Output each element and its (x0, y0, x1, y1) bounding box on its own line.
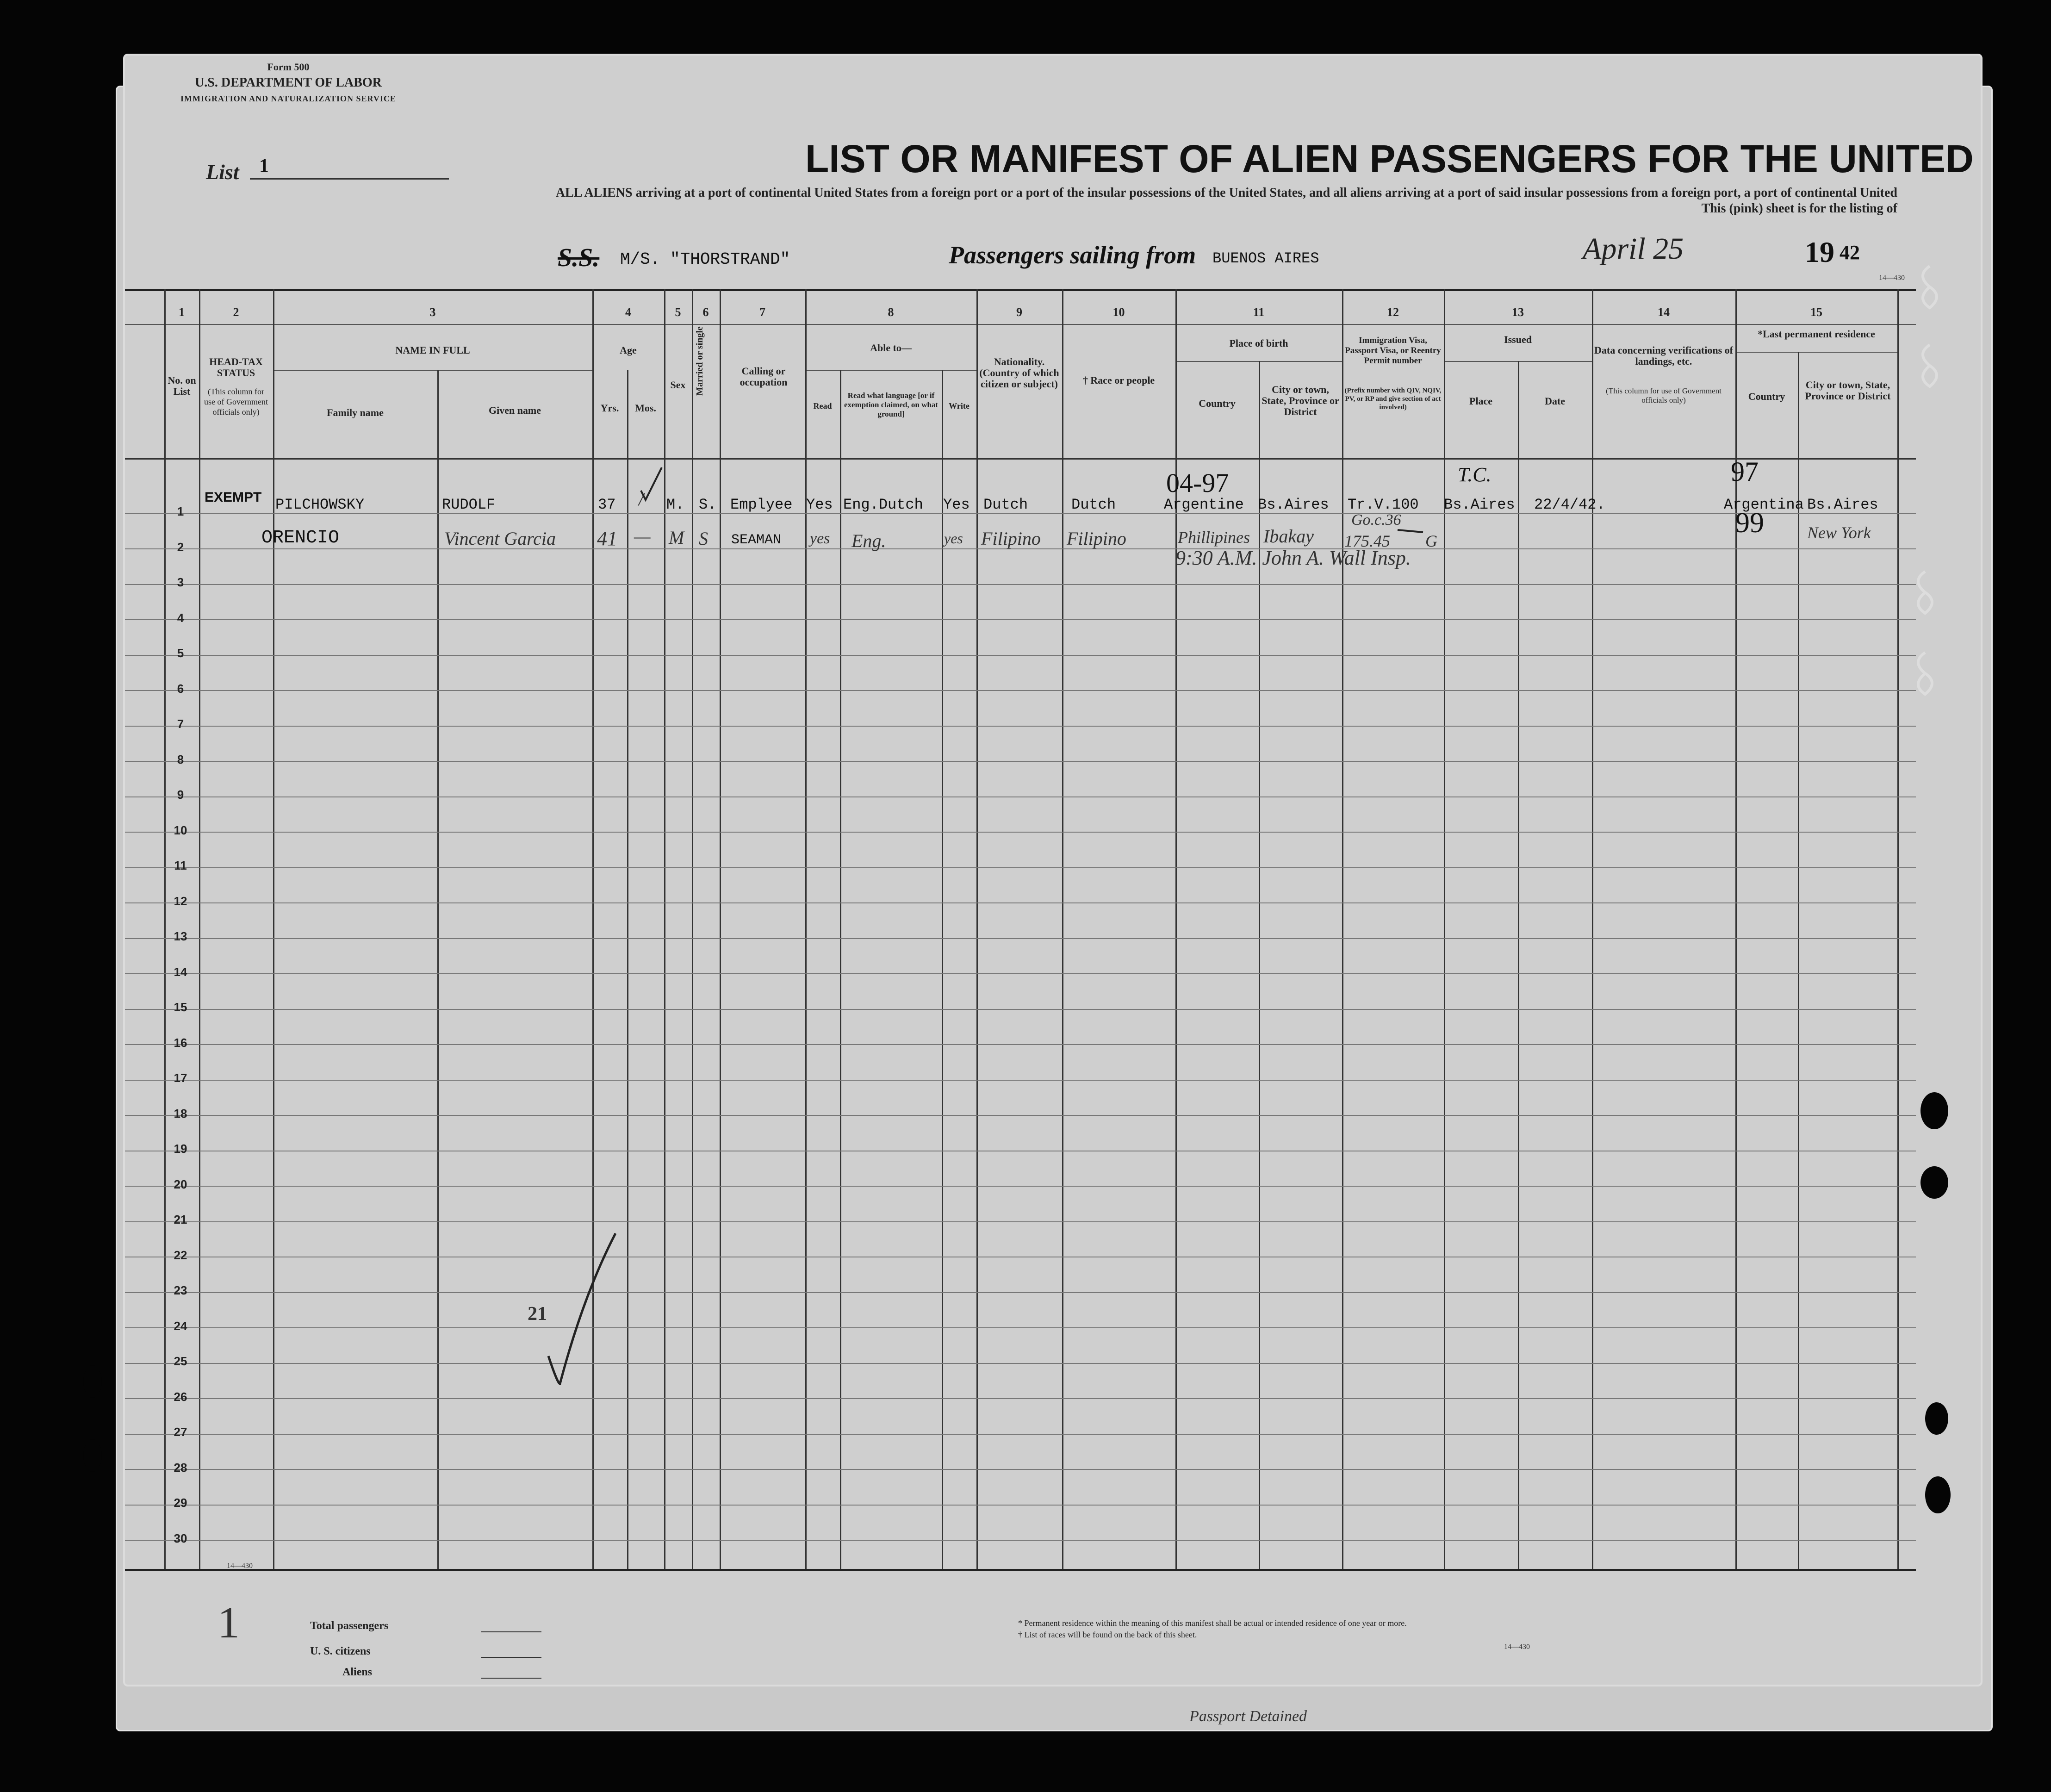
annotation-visa-extra: Go.c.36 (1351, 511, 1401, 529)
hdr-no-on-list: No. on List (168, 374, 196, 397)
ship-name: M/S. "THORSTRAND" (620, 250, 790, 269)
hdr-birth-country: Country (1199, 398, 1236, 409)
hdr-age: Age (620, 344, 637, 356)
row-rule (125, 1292, 1916, 1293)
row1-issued-date: 22/4/42. (1534, 496, 1605, 513)
col-number: 1 (179, 305, 185, 319)
row1-read: Yes (806, 496, 833, 513)
list-value: 1 (259, 156, 269, 177)
hdr-given-name: Given name (488, 404, 541, 416)
row1-married: S. (699, 496, 717, 513)
row-number: 2 (177, 540, 184, 554)
row-rule (125, 1327, 1916, 1328)
row-number: 30 (174, 1531, 187, 1545)
punch-hole (1925, 1402, 1948, 1435)
row-rule (125, 1398, 1916, 1399)
row-rule (125, 1044, 1916, 1045)
col-number: 12 (1387, 305, 1399, 319)
row-rule (125, 1115, 1916, 1116)
row-rule (125, 867, 1916, 868)
year: 42 (1840, 241, 1860, 264)
row-rule (125, 1221, 1916, 1222)
hdr-birth-city: City or town, State, Province or District (1262, 384, 1339, 417)
row2-given: Vincent Garcia (444, 528, 556, 549)
subheader-rule (805, 370, 976, 371)
row-rule (125, 1434, 1916, 1435)
row2-married: S (699, 528, 708, 549)
row-number: 18 (174, 1106, 187, 1120)
row1-res-city: Bs.Aires (1807, 496, 1878, 513)
row1-mos: / (639, 489, 644, 510)
col-line (1798, 352, 1799, 1569)
footer-total-passengers: Total passengers (310, 1620, 389, 1632)
row-number: 4 (177, 610, 184, 625)
annotation-bottom-scribble: Passport Detained (1189, 1708, 1307, 1725)
row1-res-country: Argentina (1724, 496, 1804, 513)
col-number: 2 (233, 305, 239, 319)
subtitle-line-1: ALL ALIENS arriving at a port of continental United States from a foreign port or a port of the insular possessions of the United States, and all aliens arriving at a port of said insular possessions from a foreign port, a port of continental United (555, 186, 1897, 200)
hdr-name-in-full: NAME IN FULL (395, 344, 470, 356)
row-number: 29 (174, 1496, 187, 1510)
hdr-write: Write (949, 401, 970, 411)
table-bottom-rule (125, 1569, 1916, 1571)
row2-sex: M (669, 527, 684, 548)
row2-race: Filipino (1067, 528, 1126, 549)
row1-sex: M. (666, 496, 684, 513)
row-rule (125, 1009, 1916, 1010)
subheader-rule (1735, 352, 1897, 353)
table-form-code: 14—430 (227, 1562, 253, 1570)
row1-yrs: 37 (598, 496, 616, 513)
row-rule (125, 655, 1916, 656)
subheader-rule (273, 370, 592, 371)
row-number: 28 (174, 1460, 187, 1475)
row-number: 5 (177, 646, 184, 660)
col-number: 14 (1658, 305, 1670, 319)
row-number: 3 (177, 575, 184, 589)
footer-aliens: Aliens (342, 1666, 373, 1678)
row2-mos: — (634, 526, 651, 547)
sailing-date: April 25 (1583, 232, 1684, 266)
row-rule (125, 796, 1916, 797)
col-line (273, 289, 274, 1569)
punch-hole (83, 1439, 102, 1472)
col-number: 10 (1113, 305, 1125, 319)
row2-family: ORENCIO (261, 528, 340, 548)
hdr-data-note: (This column for use of Government officials only) (1606, 386, 1722, 404)
footer-note-2: † List of races will be found on the back of this sheet. (1018, 1630, 1197, 1639)
hdr-visa: Immigration Visa, Passport Visa, or Reentry Permit number (1345, 336, 1441, 366)
hdr-res-city: City or town, State, Province or District (1805, 379, 1891, 402)
col-number: 6 (702, 305, 709, 319)
footer-aliens-line (481, 1678, 541, 1679)
col-number: 9 (1016, 305, 1022, 319)
list-underline (250, 178, 449, 180)
row1-head-tax: EXEMPT (205, 490, 262, 505)
row2-read-lang: Eng. (851, 530, 886, 551)
row-number: 10 (174, 823, 187, 837)
row-rule (125, 584, 1916, 585)
hdr-issued: Issued (1504, 334, 1532, 345)
col-line (1518, 361, 1519, 1569)
sailing-label: Passengers sailing from (949, 241, 1196, 269)
row-number: 22 (174, 1248, 187, 1262)
hdr-visa-note: (Prefix number with QIV, NQIV, PV, or RP and give section of act involved) (1344, 387, 1442, 411)
row1-race: Dutch (1071, 496, 1116, 513)
col-line (1444, 289, 1445, 1569)
hdr-head-tax-note: (This column for use of Government officials only) (204, 387, 268, 417)
row-number: 27 (174, 1425, 187, 1439)
hdr-issued-date: Date (1545, 395, 1565, 407)
row-number: 17 (174, 1071, 187, 1085)
footer-total-line (481, 1631, 541, 1632)
row-number: 26 (174, 1389, 187, 1404)
row1-nationality: Dutch (983, 496, 1028, 513)
row1-given: RUDOLF (442, 496, 496, 513)
col-line (1062, 289, 1063, 1569)
hdr-married: Married or single (695, 326, 705, 396)
hdr-data-concerning: Data concerning verifications of landings, etc. (1594, 344, 1733, 367)
col-line (592, 289, 594, 1569)
subtitle (324, 185, 1897, 217)
col-line (840, 370, 841, 1569)
col-line (664, 289, 665, 1569)
row-rule (125, 1080, 1916, 1081)
row1-family: PILCHOWSKY (275, 496, 365, 513)
hdr-issued-place: Place (1469, 395, 1493, 407)
row-number: 24 (174, 1319, 187, 1333)
row-number: 20 (174, 1177, 187, 1191)
row-rule (125, 1186, 1916, 1187)
annotation-tally: 21 (528, 1303, 547, 1325)
footer-note-1: * Permanent residence within the meaning of this manifest shall be actual or intended residence of one year or more. (1018, 1618, 1407, 1628)
col-line (1342, 289, 1343, 1569)
hdr-family-name: Family name (327, 407, 384, 418)
row-rule (125, 938, 1916, 939)
col-number: 11 (1253, 305, 1265, 319)
header-bottom-rule (125, 458, 1916, 460)
department: U.S. DEPARTMENT OF LABOR (195, 75, 382, 90)
row2-calling: SEAMAN (731, 532, 782, 548)
col-line (976, 289, 978, 1569)
row-number: 12 (174, 894, 187, 908)
row-rule (125, 726, 1916, 727)
row-number: 25 (174, 1354, 187, 1368)
annotation-visa-g: G (1425, 532, 1437, 550)
row2-visa: 175.45 (1344, 532, 1390, 550)
punch-hole (83, 1365, 102, 1398)
punch-hole (1925, 1476, 1951, 1513)
row-number: 13 (174, 929, 187, 943)
hdr-head-tax: HEAD-TAX STATUS (209, 356, 263, 379)
row2-read: yes (810, 530, 830, 547)
row1-calling: Emplyee (730, 496, 793, 513)
hdr-able-to: Able to— (870, 342, 912, 354)
annotation-tc: T.C. (1458, 463, 1492, 486)
col-number: 3 (429, 305, 436, 319)
annotation-code-2: 97 (1731, 456, 1759, 487)
row-number: 1 (177, 504, 184, 518)
row-rule (125, 973, 1916, 974)
row2-nationality: Filipino (981, 528, 1041, 549)
punch-hole (1920, 1166, 1948, 1199)
footer-citizens-line (481, 1657, 541, 1658)
hdr-read: Read (813, 401, 832, 411)
row-rule (125, 1505, 1916, 1506)
row-number: 16 (174, 1035, 187, 1050)
header-top-rule (125, 289, 1916, 291)
col-line (942, 370, 943, 1569)
row1-read-lang: Eng.Dutch (843, 496, 923, 513)
hdr-last-residence: *Last permanent residence (1758, 328, 1875, 340)
col-number: 5 (675, 305, 681, 319)
col-line (1897, 289, 1899, 1569)
row-number: 23 (174, 1283, 187, 1297)
row-rule (125, 1540, 1916, 1541)
row-number: 6 (177, 681, 184, 696)
port: BUENOS AIRES (1212, 250, 1319, 267)
footer-us-citizens: U. S. citizens (310, 1645, 371, 1657)
annotation-code-3: 99 (1735, 507, 1764, 539)
form-code: 14—430 (1879, 274, 1905, 282)
col-number: 13 (1512, 305, 1524, 319)
col-number: 8 (888, 305, 894, 319)
row-rule (125, 832, 1916, 833)
annotation-left-mark: 1 (218, 1598, 240, 1647)
hdr-yrs: Yrs. (600, 402, 619, 414)
row2-write: yes (944, 530, 963, 547)
row-number: 11 (174, 859, 187, 872)
hdr-sex: Sex (670, 379, 686, 391)
page-title: LIST OR MANIFEST OF ALIEN PASSENGERS FOR THE UNITED (805, 137, 1974, 180)
row-number: 21 (174, 1213, 187, 1226)
hdr-race: † Race or people (1082, 374, 1155, 386)
row-number: 8 (177, 752, 184, 766)
col-line (1259, 361, 1260, 1569)
hdr-nationality: Nationality. (Country of which citizen or subject) (979, 356, 1059, 390)
service: IMMIGRATION AND NATURALIZATION SERVICE (180, 94, 396, 103)
footer-form-code: 14—430 (1504, 1643, 1530, 1651)
manifest-sheet (125, 56, 1981, 1685)
hdr-mos: Mos. (635, 402, 656, 414)
row-rule (125, 1469, 1916, 1470)
hdr-read-lang: Read what language [or if exemption claimed, on what ground] (844, 391, 938, 418)
row-rule (125, 902, 1916, 903)
row-rule (125, 690, 1916, 691)
ship-prefix: S.S. (558, 243, 600, 272)
form-header (180, 59, 396, 106)
col-line (437, 370, 439, 1569)
row-rule (125, 761, 1916, 762)
row-number: 15 (174, 1000, 187, 1014)
row2-birth-country: Phillipines (1178, 528, 1250, 547)
row-rule (125, 1363, 1916, 1364)
hdr-place-of-birth: Place of birth (1229, 337, 1288, 349)
col-line (1592, 289, 1593, 1569)
col-line (627, 370, 628, 1569)
year-prefix: 19 (1805, 236, 1834, 268)
row1-birth-country: Argentine (1164, 496, 1244, 513)
col-line (805, 289, 807, 1569)
row-number: 19 (174, 1142, 187, 1156)
col-line (720, 289, 721, 1569)
hdr-res-country: Country (1748, 391, 1785, 402)
annotation-row3-note: 9:30 A.M. John A. Wall Insp. (1175, 547, 1411, 569)
row1-visa: Tr.V.100 (1348, 496, 1419, 513)
col-number: 7 (759, 305, 765, 319)
row2-birth-city: Ibakay (1263, 526, 1314, 547)
annotation-code-1: 04-97 (1166, 468, 1229, 498)
form-number: Form 500 (267, 61, 310, 73)
colnum-rule (125, 324, 1916, 325)
row1-birth-city: Bs.Aires (1258, 496, 1329, 513)
row-rule (125, 619, 1916, 620)
row1-write: Yes (943, 496, 970, 513)
subtitle-line-2: This (pink) sheet is for the listing of (1701, 201, 1897, 216)
hdr-calling: Calling or occupation (740, 365, 788, 388)
col-number: 15 (1810, 305, 1822, 319)
col-number: 4 (625, 305, 631, 319)
row2-yrs: 41 (597, 527, 617, 550)
list-label: List (206, 160, 239, 184)
row-number: 14 (174, 964, 187, 979)
punch-hole (1920, 1092, 1948, 1129)
row-number: 7 (177, 717, 184, 731)
row1-issued-place: Bs.Aires (1444, 496, 1515, 513)
row-number: 9 (177, 788, 184, 802)
col-line (692, 289, 693, 1569)
row2-res-city: New York (1807, 523, 1871, 542)
